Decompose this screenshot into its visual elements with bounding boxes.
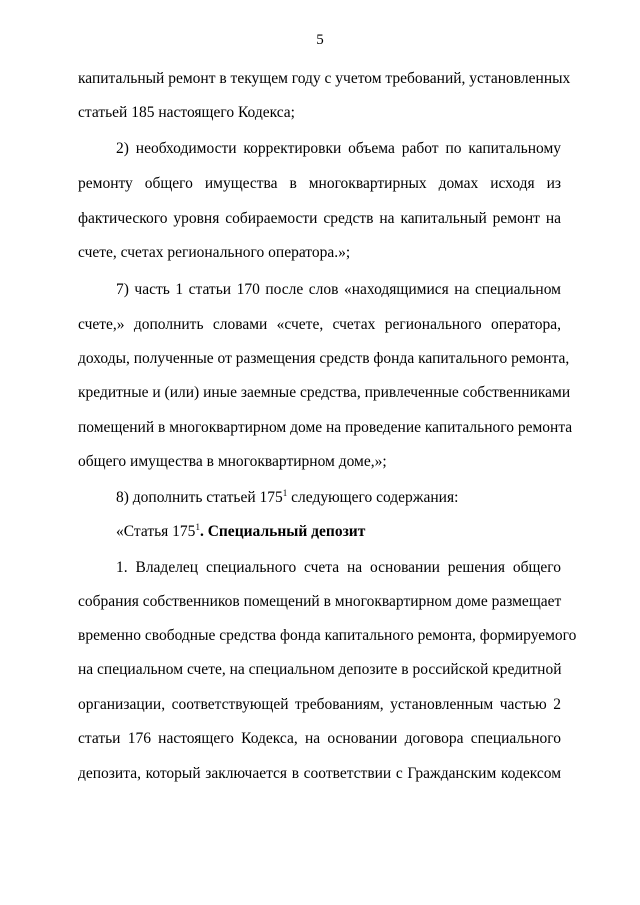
- text-line: доходы, полученные от размещения средств фонда капитального ремонта,: [78, 350, 570, 367]
- text-line: помещений в многоквартирном доме на проведение капитального ремонта: [78, 419, 573, 436]
- text-fragment: 8) дополнить статьей 175: [116, 489, 283, 506]
- text-fragment: следующего содержания:: [287, 489, 459, 506]
- text-line: ремонту общего имущества в многоквартирных домах исходя из: [78, 175, 561, 192]
- superscript: 1: [282, 488, 288, 498]
- text-line: счете, счетах регионального оператора.»;: [78, 244, 351, 261]
- text-line: 1. Владелец специального счета на основании решения общего: [116, 559, 561, 576]
- text-fragment: «Статья 175: [116, 523, 196, 540]
- text-line: депозита, который заключается в соответствии с Гражданским кодексом: [78, 765, 561, 782]
- superscript: 1: [195, 522, 200, 532]
- text-line: кредитные и (или) иные заемные средства, привлеченные собственниками: [78, 384, 571, 401]
- text-line: счете,» дополнить словами «счете, счетах регионального оператора,: [78, 316, 561, 333]
- text-line: общего имущества в многоквартирном доме,»;: [78, 453, 387, 470]
- article-heading: [116, 523, 365, 541]
- text-line: статьи 176 настоящего Кодекса, на основании договора специального: [78, 730, 561, 747]
- text-line: на специальном счете, на специальном депозите в российской кредитной: [78, 661, 562, 678]
- text-line: статьей 185 настоящего Кодекса;: [78, 104, 295, 121]
- text-line: собрания собственников помещений в многоквартирном доме размещает: [78, 593, 562, 610]
- text-line: 7) часть 1 статьи 170 после слов «находящимися на специальном: [116, 281, 561, 298]
- text-line: капитальный ремонт в текущем году с учетом требований, установленных: [78, 70, 571, 87]
- text-line: 2) необходимости корректировки объема работ по капитальному: [116, 140, 561, 157]
- text-line: фактического уровня собираемости средств на капитальный ремонт на: [78, 210, 561, 227]
- text-line: организации, соответствующей требованиям, установленным частью 2: [78, 696, 561, 713]
- article-title: . Специальный депозит: [199, 523, 366, 540]
- page-number: 5: [316, 32, 324, 48]
- text-line: [116, 489, 458, 507]
- text-line: временно свободные средства фонда капитального ремонта, формируемого: [78, 627, 577, 644]
